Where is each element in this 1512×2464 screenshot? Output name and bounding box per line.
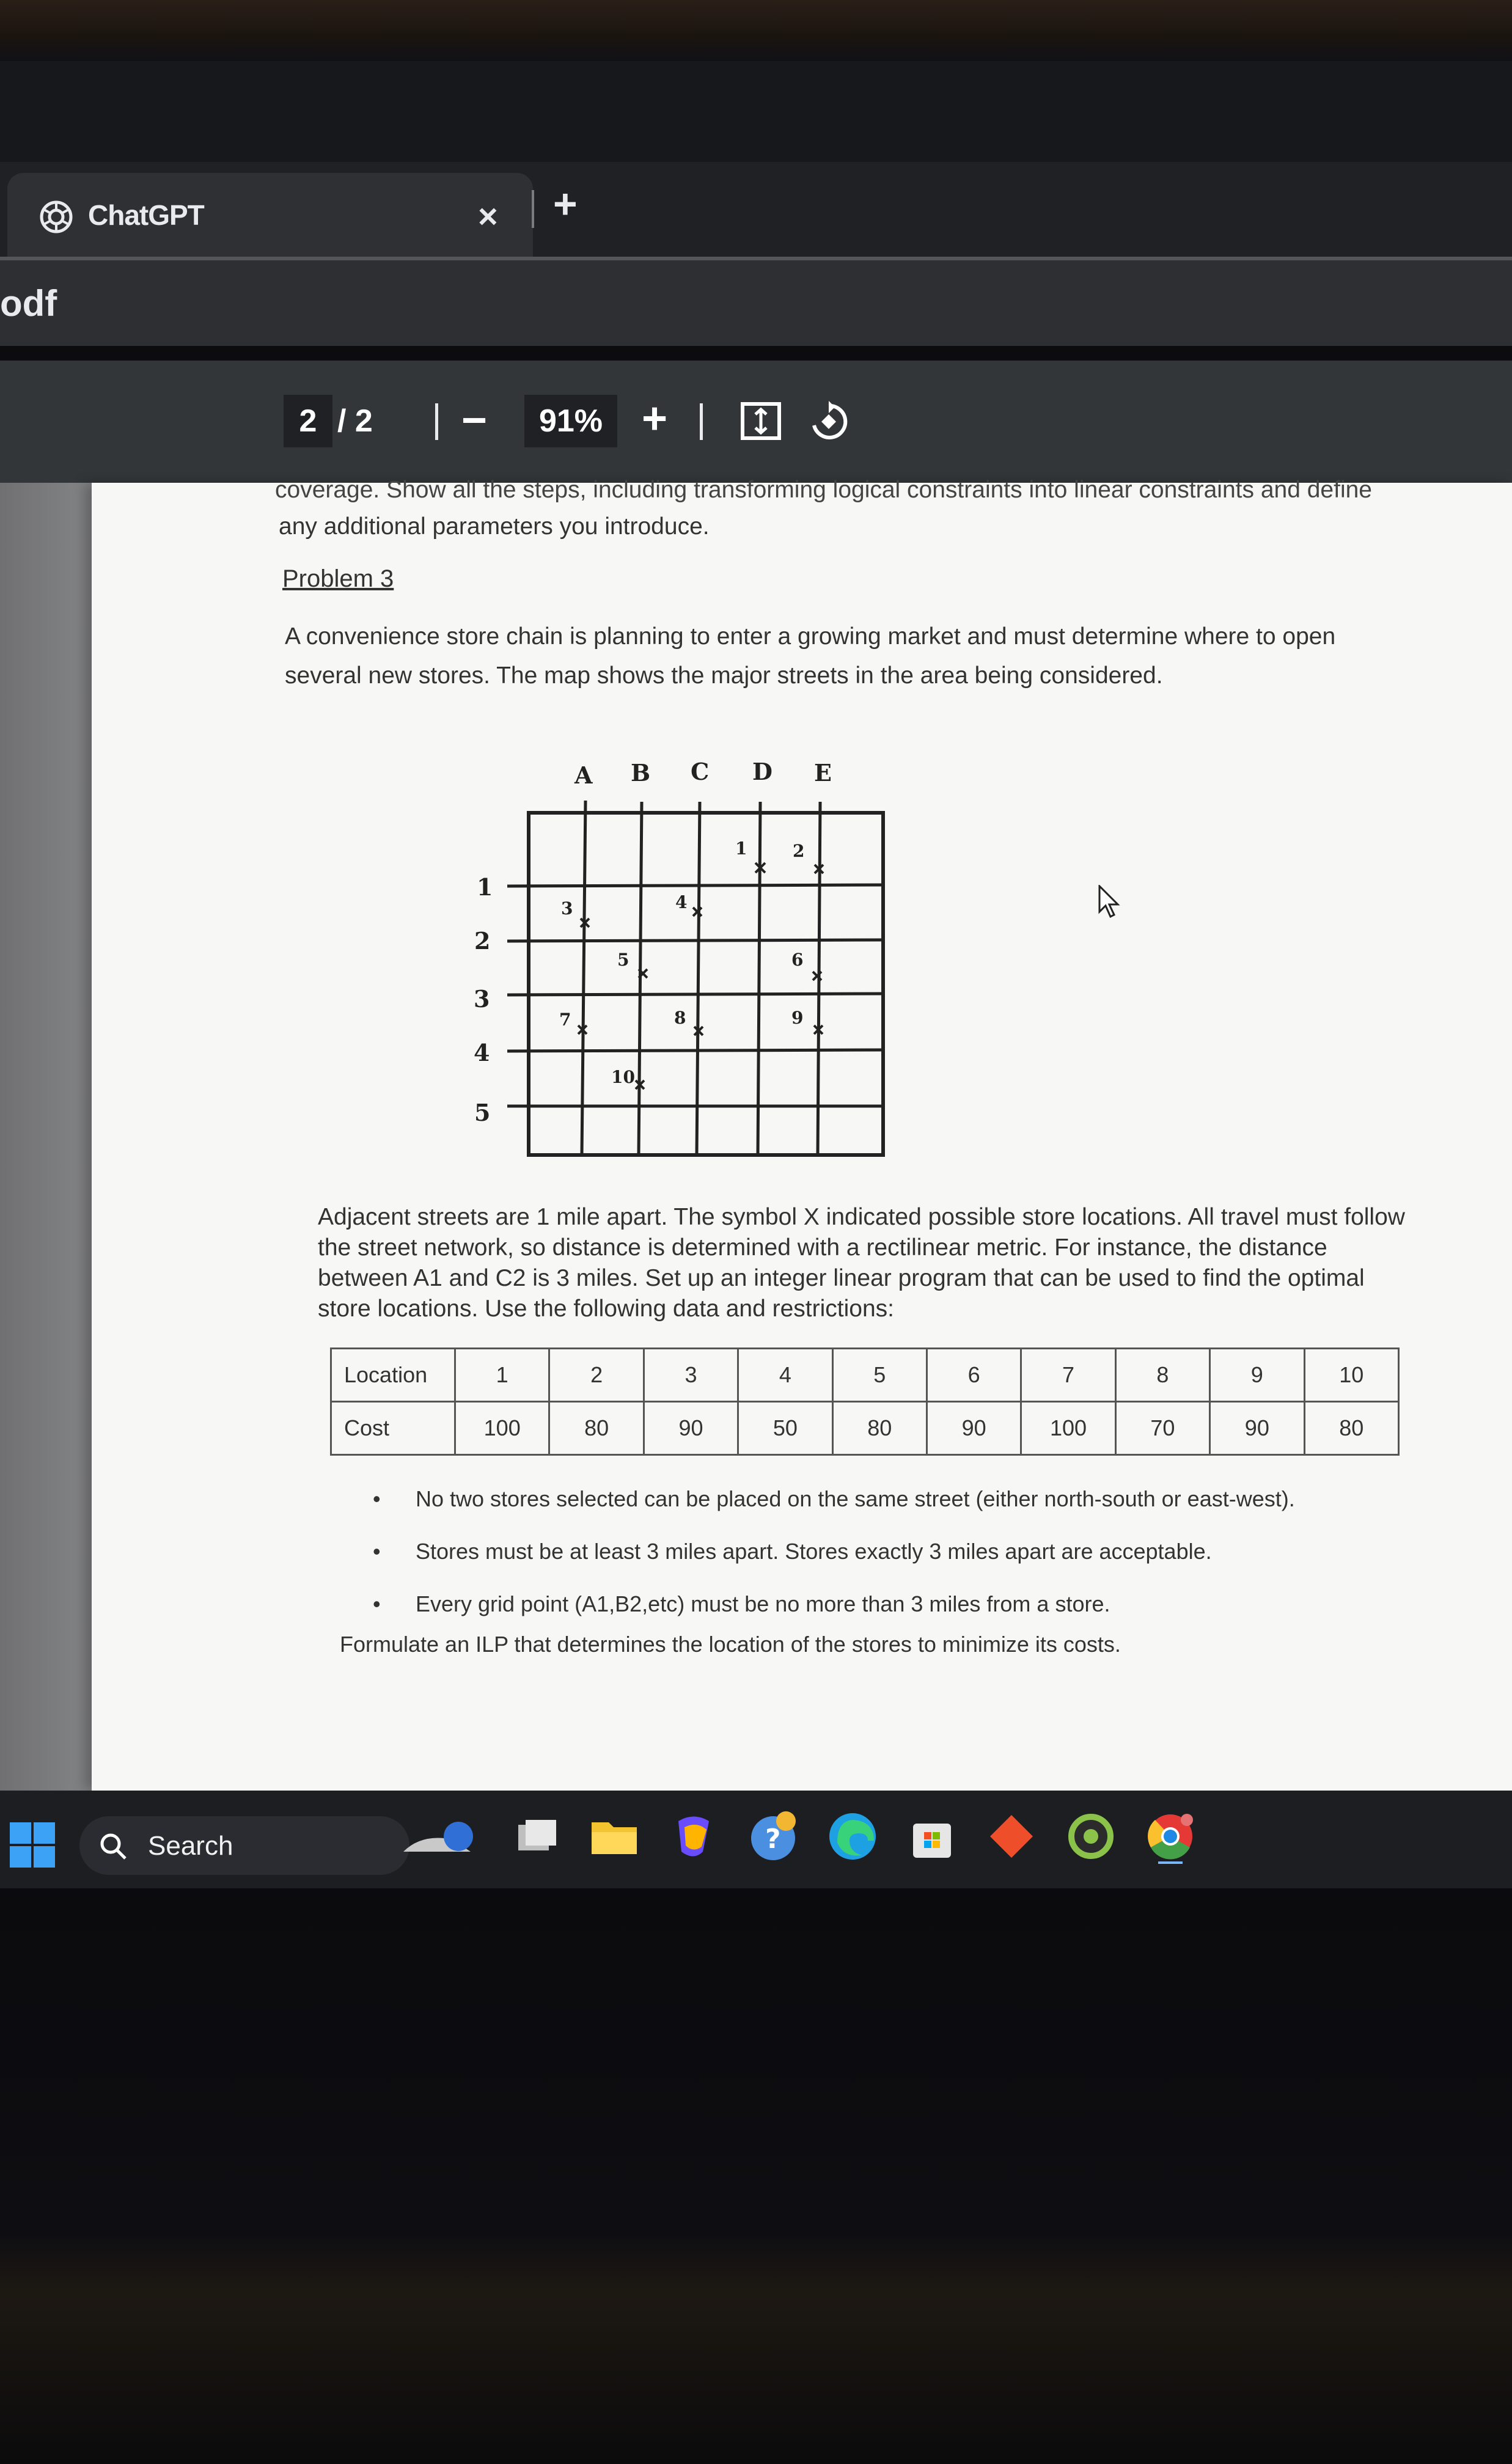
pdf-toolbar: [0, 361, 1512, 483]
row-label: 3: [474, 985, 490, 1013]
fit-to-page-icon[interactable]: [741, 402, 781, 440]
green-app-icon[interactable]: [1063, 1809, 1118, 1864]
copilot-icon[interactable]: [666, 1809, 721, 1864]
col-label: E: [814, 759, 832, 787]
table-cell: 1: [455, 1349, 549, 1402]
photo-background-top: [0, 0, 1512, 61]
svg-text:?: ?: [765, 1824, 781, 1855]
windows-start-icon[interactable]: [10, 1822, 55, 1868]
table-cell: 8: [1115, 1349, 1209, 1402]
list-item: • Stores must be at least 3 miles apart. Stores exactly 3 miles apart are acceptable.: [373, 1525, 1473, 1578]
zoom-level-input[interactable]: 91%: [524, 395, 617, 447]
table-cell: 2: [549, 1349, 644, 1402]
restrictions-list: [373, 1473, 1473, 1630]
location-cost-table: [330, 1348, 1400, 1456]
col-label: B: [631, 759, 651, 787]
search-label: Search: [148, 1831, 233, 1861]
location-label: 9: [791, 1008, 804, 1028]
table-cell: 50: [738, 1402, 832, 1455]
paragraph-2-line-3: between A1 and C2 is 3 miles. Set up an integer linear program that can be used to find the optimal: [318, 1265, 1365, 1291]
paragraph-2-line-2: the street network, so distance is determined with a rectilinear metric. For instance, the distance: [318, 1234, 1327, 1261]
pdf-title-bar: [0, 257, 1512, 346]
toolbar-divider: [700, 403, 703, 440]
help-icon[interactable]: [746, 1809, 801, 1864]
table-cell: 7: [1021, 1349, 1115, 1402]
table-row: [331, 1349, 1399, 1402]
photo-background-bottom: [0, 1888, 1512, 2464]
paragraph-2-line-1: Adjacent streets are 1 mile apart. The symbol X indicated possible store locations. All travel must follow: [318, 1204, 1405, 1230]
table-cell: 90: [927, 1402, 1021, 1455]
location-label: 7: [559, 1010, 571, 1030]
tab-title: ChatGPT: [88, 199, 204, 231]
paragraph-1-line-2: several new stores. The map shows the major streets in the area being considered.: [285, 662, 1163, 689]
table-cell: 100: [455, 1402, 549, 1455]
microsoft-store-icon[interactable]: [905, 1809, 960, 1864]
table-cell: 80: [832, 1402, 927, 1455]
screen-bezel: [0, 61, 1512, 162]
table-row: [331, 1402, 1399, 1455]
table-cell: 9: [1210, 1349, 1304, 1402]
page-number-input[interactable]: 2: [284, 395, 332, 447]
list-item: • No two stores selected can be placed on the same street (either north-south or east-west).: [373, 1473, 1473, 1525]
table-cell: 80: [549, 1402, 644, 1455]
location-label: 3: [561, 898, 573, 919]
row-label: 1: [477, 873, 493, 901]
intro-tail: any additional parameters you introduce.: [279, 513, 710, 540]
taskbar-search[interactable]: [79, 1816, 409, 1875]
task-view-icon[interactable]: [507, 1809, 562, 1864]
location-label: 2: [793, 841, 805, 861]
table-cell: 10: [1304, 1349, 1398, 1402]
location-label: 1: [735, 838, 747, 859]
row-label: 2: [474, 927, 491, 955]
problem-title: Problem 3: [282, 565, 394, 592]
table-cell: Location: [331, 1349, 455, 1402]
openai-logo-icon: [39, 200, 73, 234]
office-app-icon[interactable]: [984, 1809, 1039, 1864]
paragraph-2-line-4: store locations. Use the following data and restrictions:: [318, 1296, 894, 1322]
table-cell: 70: [1115, 1402, 1209, 1455]
row-label: 5: [474, 1099, 491, 1126]
table-cell: 4: [738, 1349, 832, 1402]
edge-browser-icon[interactable]: [825, 1809, 880, 1864]
page-total: / 2: [337, 403, 373, 439]
location-label: 4: [675, 892, 688, 912]
file-explorer-icon[interactable]: [587, 1809, 642, 1864]
zoom-in-button[interactable]: +: [642, 394, 668, 443]
chrome-icon[interactable]: [1143, 1809, 1198, 1864]
pdf-filename-fragment: odf: [0, 283, 57, 324]
pdf-page: [92, 477, 1512, 1791]
location-label: 10: [611, 1067, 635, 1087]
table-cell: 80: [1304, 1402, 1398, 1455]
browser-tab-strip: [0, 162, 1512, 257]
col-label: D: [752, 758, 773, 785]
tab-chatgpt[interactable]: [7, 173, 533, 257]
closing-instruction: Formulate an ILP that determines the location of the stores to minimize its costs.: [340, 1632, 1121, 1657]
col-label: C: [691, 758, 710, 785]
location-label: 5: [617, 950, 629, 970]
location-label: 8: [674, 1008, 686, 1028]
mouse-cursor-icon: [1097, 885, 1121, 919]
tab-close-button[interactable]: ×: [478, 197, 498, 235]
table-cell: 3: [644, 1349, 738, 1402]
table-cell: 90: [644, 1402, 738, 1455]
col-label: A: [574, 761, 593, 789]
windows-taskbar: [0, 1791, 1512, 1888]
table-cell: 5: [832, 1349, 927, 1402]
toolbar-divider: [435, 403, 438, 440]
pdf-viewer[interactable]: [0, 477, 1512, 1791]
weather-widget-icon[interactable]: [397, 1809, 483, 1864]
list-item: • Every grid point (A1,B2,etc) must be no more than 3 miles from a store.: [373, 1578, 1473, 1630]
table-cell: Cost: [331, 1402, 455, 1455]
cut-off-text-line: coverage. Show all the steps, including transforming logical constraints into linear constraints and define: [275, 477, 1372, 503]
tab-separator: [532, 190, 534, 228]
rotate-icon[interactable]: [807, 400, 851, 444]
location-label: 6: [791, 950, 804, 970]
row-label: 4: [474, 1039, 490, 1066]
table-cell: 100: [1021, 1402, 1115, 1455]
search-icon: [98, 1831, 128, 1861]
zoom-out-button[interactable]: −: [461, 396, 488, 445]
table-cell: 90: [1210, 1402, 1304, 1455]
new-tab-button[interactable]: +: [553, 181, 578, 227]
table-cell: 6: [927, 1349, 1021, 1402]
paragraph-1-line-1: A convenience store chain is planning to enter a growing market and must determine where to open: [285, 623, 1336, 650]
street-grid-map: [354, 746, 935, 1173]
